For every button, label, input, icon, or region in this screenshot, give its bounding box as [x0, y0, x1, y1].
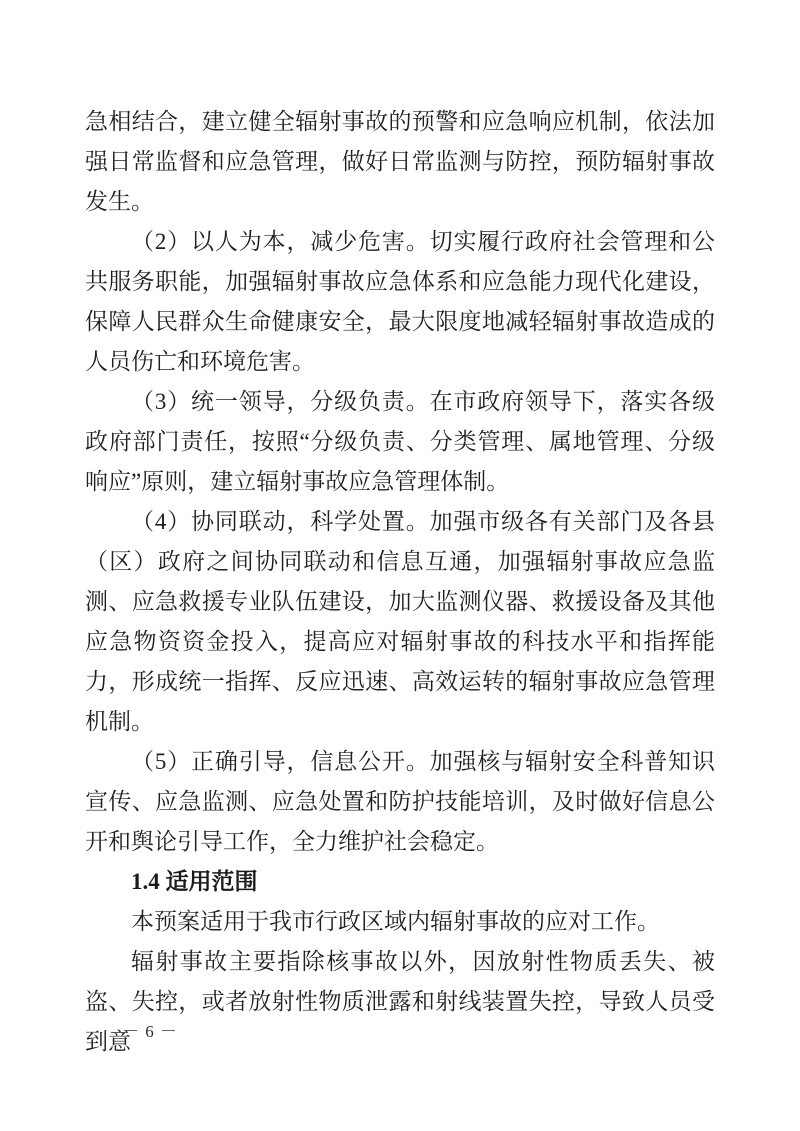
paragraph-principle-2: （2）以人为本，减少危害。切实履行政府社会管理和公共服务职能，加强辐射事故应急体系和应急能力现代化建设，保障人民群众生命健康安全，最大限度地减轻辐射事故造成的人员伤亡和环境危害。 [85, 229, 715, 374]
paragraph-radiation-accident-definition: 辐射事故主要指除核事故以外，因放射性物质丢失、被盗、失控，或者放射性物质泄露和射线装置失控，导致人员受到意 [85, 949, 715, 1054]
page-number: － 6 － [122, 1022, 178, 1041]
paragraph-continued-from-previous-page: 急相结合，建立健全辐射事故的预警和应急响应机制，依法加强日常监督和应急管理，做好日常监测与防控，预防辐射事故发生。 [85, 109, 715, 214]
section-heading-1-4: 1.4 适用范围 [131, 869, 258, 894]
paragraph-principle-3: （3）统一领导，分级负责。在市政府领导下，落实各级政府部门责任，按照“分级负责、分类管理、属地管理、分级响应”原则，建立辐射事故应急管理体制。 [85, 389, 715, 494]
document-body [85, 102, 715, 1062]
paragraph-scope-statement: 本预案适用于我市行政区域内辐射事故的应对工作。 [131, 909, 660, 934]
paragraph-principle-5: （5）正确引导，信息公开。加强核与辐射安全科普知识宣传、应急监测、应急处置和防护技能培训，及时做好信息公开和舆论引导工作，全力维护社会稳定。 [85, 749, 715, 854]
paragraph-principle-4: （4）协同联动，科学处置。加强市级各有关部门及各县（区）政府之间协同联动和信息互通，加强辐射事故应急监测、应急救援专业队伍建设，加大监测仪器、救援设备及其他应急物资资金投入，提高应对辐射事故的科技水平和指挥能力，形成统一指挥、反应迅速、高效运转的辐射事故应急管理机制。 [85, 509, 715, 734]
